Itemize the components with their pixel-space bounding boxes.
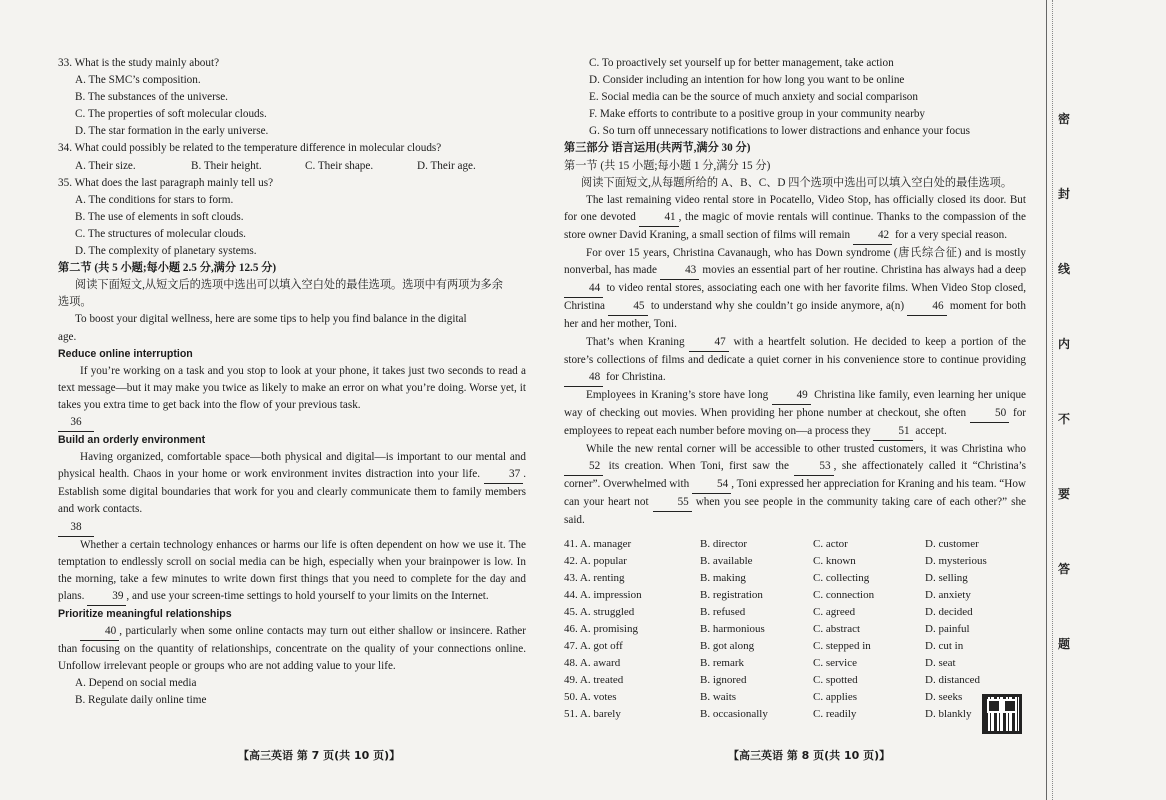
binding-char: 题 [1058, 637, 1071, 651]
choice-51-c: C. readily [813, 708, 857, 721]
question-34: 34. What could possibly be related to the temperature difference in molecular clouds? [58, 142, 442, 155]
choice-49-d: D. distanced [925, 674, 980, 687]
part-3-title: 第三部分 语言运用(共两节,满分 30 分) [564, 142, 751, 155]
blank-54: 54 [692, 476, 731, 494]
choice-42-d: D. mysterious [925, 554, 987, 567]
q33-option-b: B. The substances of the universe. [75, 91, 228, 104]
blank-38: 38 [58, 519, 94, 537]
section-1-title: 第一节 (共 15 小题;每小题 1 分,满分 15 分) [564, 159, 771, 172]
choice-48-a: 48. A. award [564, 657, 621, 670]
blank-53: 53 [794, 458, 833, 476]
choice-44-b: B. registration [700, 588, 763, 601]
choice-41-b: B. director [700, 537, 748, 550]
left-page [0, 0, 540, 800]
choice-41-d: D. customer [925, 537, 979, 550]
paragraph-1: If you’re working on a task and you stop to look at your phone, it takes just two seconds to read a text message—but it may make you twice as likely to make an error on what you’re doing. Worse yet, it takes you extra time to get back into the flow of your previous task. [58, 364, 526, 411]
binding-char: 封 [1058, 187, 1071, 201]
section-2-instructions: 阅读下面短文,从短文后的选项中选出可以填入空白处的最佳选项。选项中有两项为多余 [75, 279, 503, 292]
blank-41: 41 [639, 209, 678, 227]
q34-options [58, 158, 526, 175]
q35-option-c: C. The structures of molecular clouds. [75, 227, 246, 240]
choice-47-a: 47. A. got off [564, 640, 623, 653]
cloze-paragraph-3: That’s when Kraning 47 with a heartfelt solution. He decided to keep a portion of the store’s collections of films and dedicate a quiet corner in his convenience store to continue providing 48 for Christina. [564, 334, 1026, 387]
option-a: A. Depend on social media [75, 677, 197, 690]
paragraph-3: Whether a certain technology enhances or harms our life is often dependent on how we use it. The temptation to endlessly scroll on social media can be high, especially when your brainpower is low. In the morning, take a few minutes to write down first things that you need to complete for the day and plans. 39 , and use your screen-time settings to hold yourself to your limits on the Internet. [58, 537, 526, 606]
q33-option-c: C. The properties of soft molecular clouds. [75, 108, 267, 121]
footer-page-8: 【高三英语 第 8 页(共 10 页)】 [728, 749, 891, 762]
option-e: E. Social media can be the source of much anxiety and social comparison [589, 91, 918, 104]
heading-reduce-interruption: Reduce online interruption [58, 347, 193, 360]
choice-45-a: 45. A. struggled [564, 605, 635, 618]
blank-55: 55 [653, 494, 692, 512]
answer-choices [564, 536, 1026, 724]
q33-option-d: D. The star formation in the early universe. [75, 125, 269, 138]
option-c: C. To proactively set yourself up for better management, take action [589, 57, 894, 69]
choice-45-b: B. refused [700, 605, 746, 618]
choice-46-c: C. abstract [813, 623, 861, 635]
choice-51-b: B. occasionally [700, 708, 768, 721]
binding-char: 密 [1058, 112, 1071, 126]
choice-48-c: C. service [813, 657, 857, 670]
choice-43-d: D. selling [925, 571, 968, 584]
choice-41-a: 41. A. manager [564, 537, 632, 550]
cloze-paragraph-2: For over 15 years, Christina Cavanaugh, who has Down syndrome (唐氏综合征) and is mostly nonverbal, has made 43 movies an essential part of her routine. Christina has always had a deep 44 to video rental stores, associating each one with her favorite films. When Video Stop closed, Christina 45 to understand why she couldn’t go inside anymore, a(n) 46 moment for both her and her mother, Toni. [564, 247, 1027, 331]
blank-47: 47 [689, 334, 728, 352]
choice-43-b: B. making [700, 571, 746, 584]
blank-44: 44 [564, 280, 603, 298]
q34-option-a: A. Their size. [75, 159, 136, 172]
option-f: F. Make efforts to contribute to a positive group in your community nearby [589, 108, 926, 121]
question-33: 33. What is the study mainly about? [58, 57, 220, 69]
passage-intro-cont: age. [58, 330, 77, 343]
q34-option-b: B. Their height. [191, 159, 262, 172]
q34-option-d: D. Their age. [417, 159, 476, 172]
blank-42: 42 [853, 227, 892, 245]
qr-code-icon [982, 694, 1022, 734]
blank-40: 40 [80, 623, 119, 641]
footer-page-7: 【高三英语 第 7 页(共 10 页)】 [238, 749, 401, 762]
question-35: 35. What does the last paragraph mainly tell us? [58, 176, 274, 189]
blank-45: 45 [608, 298, 647, 316]
blank-51: 51 [873, 423, 912, 441]
choice-46-a: 46. A. promising [564, 623, 638, 635]
section-2-title: 第二节 (共 5 小题;每小题 2.5 分,满分 12.5 分) [58, 262, 277, 275]
cloze-paragraph-5: While the new rental corner will be accessible to other trusted customers, it was Christina who 52 its creation. When Toni, first saw the 53 , she affectionately called it “Christina’s corner”. Overwhelmed with 54 , Toni expressed her appreciation for Kraning and his team. “How can your heart not 55 when you see people in the community taking care of each other?” she said. [564, 443, 1027, 527]
q35-option-a: A. The conditions for stars to form. [75, 193, 234, 206]
blank-46: 46 [907, 298, 946, 316]
choice-45-c: C. agreed [813, 605, 856, 618]
binding-char: 不 [1058, 412, 1071, 426]
blank-49: 49 [772, 387, 811, 405]
q33-option-a: A. The SMC’s composition. [75, 74, 201, 87]
paragraph-2: Having organized, comfortable space—both physical and digital—is important to our mental and physical health. Chaos in your home or work environment invites distraction into your life. 37 . Establish some digital boundaries that work for you and clearly communicate them to family members and work contacts. [58, 451, 526, 516]
choice-50-b: B. waits [700, 691, 737, 704]
heading-orderly-environment: Build an orderly environment [58, 434, 206, 447]
choice-48-d: D. seat [925, 657, 956, 670]
option-g: G. So turn off unnecessary notifications to lower distractions and enhance your focus [589, 125, 971, 138]
choice-46-d: D. painful [925, 623, 970, 635]
cloze-paragraph-4: Employees in Kraning’s store have long 49 Christina like family, even learning her unique way of checking out movies. When providing her phone number at checkout, she often 50 for employees to repeat each number before moving on—a process they 51 accept. [564, 387, 1026, 441]
choice-45-d: D. decided [925, 605, 973, 618]
binding-char: 答 [1058, 562, 1071, 576]
choice-50-d: D. seeks [925, 691, 963, 704]
choice-43-a: 43. A. renting [564, 571, 625, 584]
binding-char: 要 [1058, 487, 1071, 501]
choice-51-a: 51. A. barely [564, 708, 621, 721]
choice-44-a: 44. A. impression [564, 588, 642, 601]
q35-option-d: D. The complexity of planetary systems. [75, 245, 257, 258]
cloze-paragraph-1: The last remaining video rental store in Pocatello, Video Stop, has officially closed its door. But for one devoted 41 , the magic of movie rentals will continue. Thanks to the compassion of the store owner David Kraning, a small section of films will remain 42 for a very special reason. [564, 192, 1026, 245]
choice-42-a: 42. A. popular [564, 554, 627, 567]
choice-46-b: B. harmonious [700, 623, 765, 635]
blank-48: 48 [564, 369, 603, 387]
passage-intro: To boost your digital wellness, here are some tips to help you find balance in the digital [75, 313, 467, 326]
cloze-instructions: 阅读下面短文,从每题所给的 A、B、C、D 四个选项中选出可以填入空白处的最佳选项。 [581, 176, 1013, 189]
binding-char: 内 [1058, 337, 1071, 351]
heading-meaningful-relationships: Prioritize meaningful relationships [58, 608, 232, 620]
choice-42-c: C. known [813, 554, 856, 567]
choice-44-d: D. anxiety [925, 588, 971, 601]
choice-51-d: D. blankly [925, 708, 972, 721]
binding-char: 线 [1058, 262, 1071, 276]
option-d: D. Consider including an intention for how long you want to be online [589, 74, 905, 87]
option-b: B. Regulate daily online time [75, 694, 207, 707]
choice-47-b: B. got along [700, 640, 755, 653]
binding-dotted-line [1052, 0, 1054, 800]
blank-36: 36 [58, 414, 94, 432]
choice-50-c: C. applies [813, 691, 857, 704]
choice-47-c: C. stepped in [813, 640, 871, 653]
blank-52: 52 [564, 458, 603, 476]
blank-37: 37 [484, 466, 523, 484]
blank-39: 39 [87, 588, 126, 606]
section-2-instructions-cont: 选项。 [58, 296, 92, 309]
choice-43-c: C. collecting [813, 571, 870, 584]
choice-44-c: C. connection [813, 588, 875, 601]
choice-49-c: C. spotted [813, 674, 858, 687]
choice-50-a: 50. A. votes [564, 691, 617, 704]
binding-line [1046, 0, 1047, 800]
blank-43: 43 [660, 262, 699, 280]
paragraph-4: 40 , particularly when some online contacts may turn out either shallow or insincere. Rather than focusing on the quantity of relationships, concentrate on the quality of your connections online. Unfollow irrelevant people or groups who are not adding value to your life. [58, 625, 526, 673]
choice-41-c: C. actor [813, 537, 848, 550]
blank-50: 50 [970, 405, 1009, 423]
choice-49-b: B. ignored [700, 674, 747, 687]
choice-49-a: 49. A. treated [564, 674, 624, 687]
q34-option-c: C. Their shape. [305, 159, 374, 172]
q35-option-b: B. The use of elements in soft clouds. [75, 210, 244, 223]
right-page [548, 0, 1026, 800]
choice-48-b: B. remark [700, 657, 744, 670]
choice-47-d: D. cut in [925, 640, 964, 653]
choice-42-b: B. available [700, 554, 753, 567]
